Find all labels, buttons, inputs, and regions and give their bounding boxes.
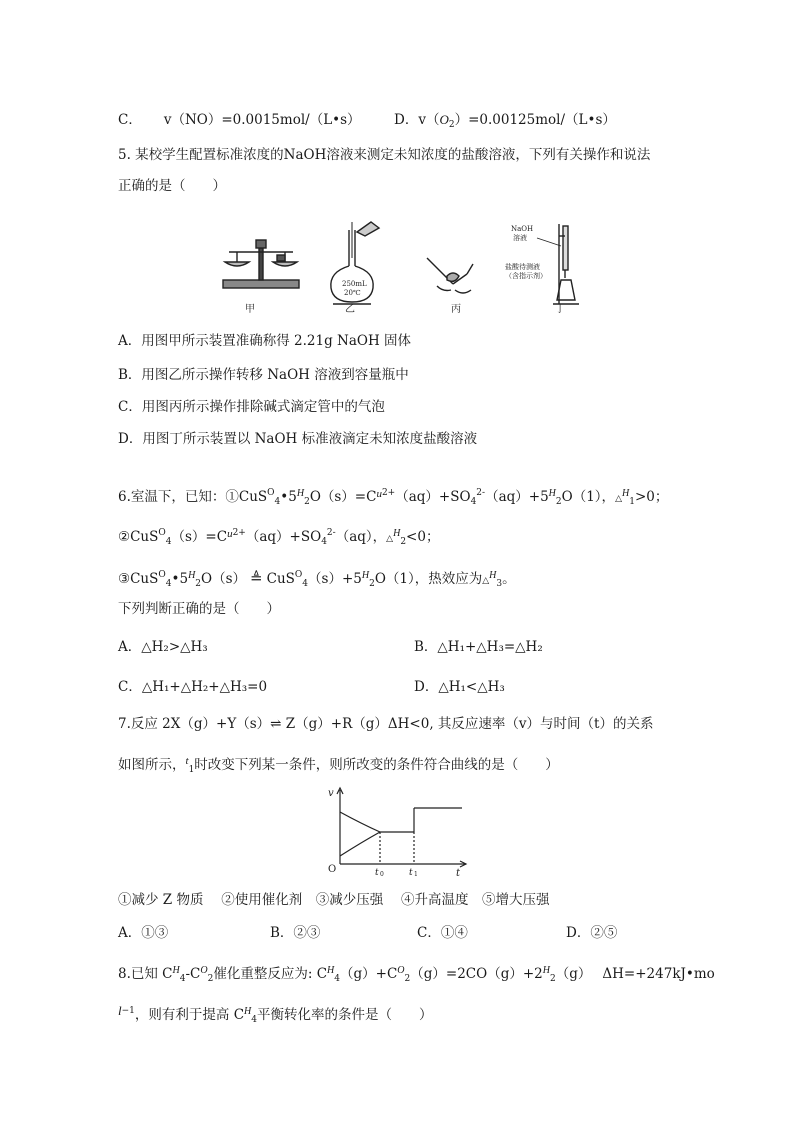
formula-fragment: 如图所示， <box>118 757 186 773</box>
formula-fragment: （g） ΔH=+247kJ•mo <box>555 966 715 982</box>
q6-equation-1 <box>118 484 668 511</box>
hcl-sample-label: 盐酸待测液 <box>505 263 540 271</box>
q7-stem-line2 <box>118 752 559 779</box>
q7-conditions: ①减少 Z 物质 ②使用催化剂 ③减少压强 ④升高温度 ⑤增大压强 <box>118 892 550 908</box>
formula-fragment: H <box>621 488 630 499</box>
figure-label-yi: 乙 <box>345 304 355 314</box>
formula-fragment: （g）+C <box>340 966 398 982</box>
q4-option-d <box>394 111 616 134</box>
reverse-rate-curve <box>340 832 380 856</box>
q4-o2: O <box>439 112 449 127</box>
figure-label-ding: 丁 <box>555 304 565 314</box>
q5-stem-line2: 正确的是（ ） <box>118 178 226 194</box>
formula-fragment: u <box>376 488 382 500</box>
q5-apparatus-figure <box>215 218 590 314</box>
figure-label-bing: 丙 <box>451 304 461 314</box>
formula-fragment: O <box>267 488 275 498</box>
q6-option-c: C．△H₁+△H₂+△H₃=0 <box>118 679 268 695</box>
formula-fragment: −1 <box>121 1006 135 1016</box>
q5-stem-line1: 5. 某校学生配置标准浓度的NaOH溶液来测定未知浓度的盐酸溶液，下列有关操作和说法 <box>118 147 651 163</box>
formula-fragment: （aq）， <box>335 529 387 545</box>
formula-fragment: O <box>294 570 303 580</box>
formula-fragment: 平衡转化率的条件是（ ） <box>257 1007 433 1023</box>
formula-fragment: 2 <box>404 974 411 984</box>
naoh-label: NaOH <box>511 225 534 233</box>
formula-fragment: H <box>296 488 305 499</box>
forward-rate-curve <box>340 812 380 832</box>
t0-label: t <box>375 868 379 876</box>
formula-fragment: △ <box>482 576 490 586</box>
formula-fragment: O（s）=C <box>309 489 377 505</box>
formula-fragment: <0； <box>406 529 440 545</box>
formula-fragment: （aq）+5 <box>485 489 549 505</box>
q4-option-c-label: C． <box>118 112 142 128</box>
flask-temp-label: 20℃ <box>344 289 361 297</box>
q8-stem-line2 <box>118 1002 433 1029</box>
formula-fragment: 4 <box>251 1015 257 1025</box>
formula-fragment: l <box>118 1003 122 1018</box>
q5-option-d: D．用图丁所示装置以 NaOH 标准液滴定未知浓度盐酸溶液 <box>118 431 478 447</box>
q7-option-c: C．①④ <box>417 925 468 941</box>
formula-fragment: 2 <box>369 579 375 589</box>
q6-equation-3 <box>118 566 516 593</box>
formula-fragment: -C <box>185 966 201 982</box>
formula-fragment: O <box>158 528 166 538</box>
q4-option-c <box>118 111 361 129</box>
formula-fragment: 1 <box>188 765 195 775</box>
formula-fragment: 2 <box>400 537 407 547</box>
q6-ask: 下列判断正确的是（ ） <box>118 601 280 617</box>
formula-fragment: （s）=C <box>171 529 228 545</box>
formula-fragment: O <box>200 965 208 976</box>
formula-fragment: 2 <box>195 579 202 589</box>
q6-option-a: A．△H₂>△H₃ <box>118 639 208 655</box>
formula-fragment: 4 <box>302 579 309 589</box>
formula-fragment: H <box>542 965 550 976</box>
q5-option-a: A．用图甲所示装置准确称得 2.21g NaOH 固体 <box>118 333 412 349</box>
formula-fragment: O（s） <box>201 571 247 587</box>
formula-fragment: 4 <box>321 537 327 547</box>
formula-fragment: 8.已知 C <box>118 966 173 982</box>
formula-fragment: 1 <box>629 497 635 507</box>
q4-o2-sub: 2 <box>448 120 455 130</box>
t1-label: t <box>409 868 413 876</box>
formula-fragment: 2 <box>304 497 310 507</box>
formula-fragment: 2 <box>207 974 214 984</box>
q7-option-b: B．②③ <box>270 925 321 941</box>
formula-fragment: O（1），热效应为 <box>374 571 483 587</box>
q4-option-d-label: D．v（ <box>394 112 440 128</box>
heating-arrow-icon: ≜ <box>250 569 263 587</box>
y-axis-label: v <box>328 788 334 799</box>
formula-fragment: O（1）， <box>561 489 616 505</box>
formula-fragment: 2 <box>555 497 562 507</box>
titration-setup-icon <box>505 224 579 304</box>
formula-fragment: （aq）+SO <box>395 489 471 505</box>
formula-fragment: 4 <box>165 537 172 547</box>
indicator-label: （含指示剂） <box>505 272 547 280</box>
figure-label-jia: 甲 <box>245 304 255 314</box>
formula-fragment: •5 <box>171 571 189 587</box>
formula-fragment: 时改变下列某一条件，则所改变的条件符合曲线的是（ ） <box>194 757 559 773</box>
q4-option-c-text: v（NO）=0.0015mol/（L•s） <box>163 112 361 128</box>
formula-fragment: 4 <box>165 579 172 589</box>
formula-fragment: 3 <box>496 579 503 589</box>
formula-fragment: 2 <box>549 974 556 984</box>
formula-fragment: （s）+5 <box>308 571 362 587</box>
formula-fragment: t <box>185 755 189 767</box>
q8-stem-line1 <box>118 962 715 988</box>
q6-option-d: D．△H₁<△H₃ <box>414 679 505 695</box>
q6-option-b: B．△H₁+△H₃=△H₂ <box>414 639 543 655</box>
q6-equation-2 <box>118 524 439 551</box>
naoh-solution-label: 溶液 <box>513 234 527 242</box>
formula-fragment: 2+ <box>381 488 396 498</box>
formula-fragment: H <box>172 965 180 976</box>
formula-fragment: 。 <box>502 571 516 587</box>
flask-volume-label: 250mL <box>342 280 367 288</box>
formula-fragment: 2- <box>326 528 336 538</box>
q4-option-d-rest: ）=0.00125mol/（L•s） <box>454 112 616 128</box>
formula-fragment: CuS <box>266 571 295 587</box>
formula-fragment: △ <box>615 494 622 504</box>
formula-fragment: 6.室温下，已知：①CuS <box>118 489 268 505</box>
formula-fragment: O <box>158 570 166 580</box>
formula-fragment: 催化重整反应为: C <box>213 966 328 982</box>
formula-fragment: 4 <box>179 974 186 984</box>
formula-fragment: 4 <box>470 497 477 507</box>
formula-fragment: >0； <box>634 489 669 505</box>
formula-fragment: 2- <box>476 488 486 498</box>
q5-option-c: C．用图丙所示操作排除碱式滴定管中的气泡 <box>118 399 385 415</box>
burette-tip-icon <box>427 258 473 293</box>
formula-fragment: H <box>548 488 556 499</box>
formula-fragment: ，则有利于提高 C <box>134 1007 245 1023</box>
formula-fragment: H <box>188 570 196 581</box>
formula-fragment: 2+ <box>232 528 246 538</box>
formula-fragment: H <box>489 570 497 581</box>
formula-fragment: O <box>397 965 405 976</box>
volumetric-flask-icon <box>331 222 379 304</box>
q7-stem-line1: 7.反应 2X（g）+Y（s）⇌ Z（g）+R（g）ΔH<0, 其反应速率（v）与时间（t）的关系 <box>118 716 654 732</box>
q7-option-d: D．②⑤ <box>566 925 618 941</box>
formula-fragment: ②CuS <box>118 529 159 545</box>
balance-icon <box>223 240 299 288</box>
origin-label: O <box>328 864 337 875</box>
formula-fragment: H <box>393 528 401 539</box>
q7-rate-time-graph <box>322 784 472 876</box>
q7-option-a: A．①③ <box>118 925 169 941</box>
t1-sub: 1 <box>414 871 418 876</box>
formula-fragment: H <box>361 570 370 581</box>
formula-fragment: （aq）+SO <box>245 529 322 545</box>
formula-fragment: H <box>244 1006 252 1017</box>
formula-fragment: •5 <box>280 489 297 505</box>
formula-fragment: △ <box>386 534 394 544</box>
q5-option-b: B．用图乙所示操作转移 NaOH 溶液到容量瓶中 <box>118 367 409 383</box>
formula-fragment: 4 <box>334 974 340 984</box>
formula-fragment: u <box>227 528 233 540</box>
formula-fragment: H <box>327 965 335 976</box>
x-axis-label: t <box>456 868 461 876</box>
formula-fragment: （g）=2CO（g）+2 <box>410 966 543 982</box>
t0-sub: 0 <box>380 871 384 876</box>
formula-fragment: ③CuS <box>118 571 159 587</box>
formula-fragment: 4 <box>274 497 281 507</box>
